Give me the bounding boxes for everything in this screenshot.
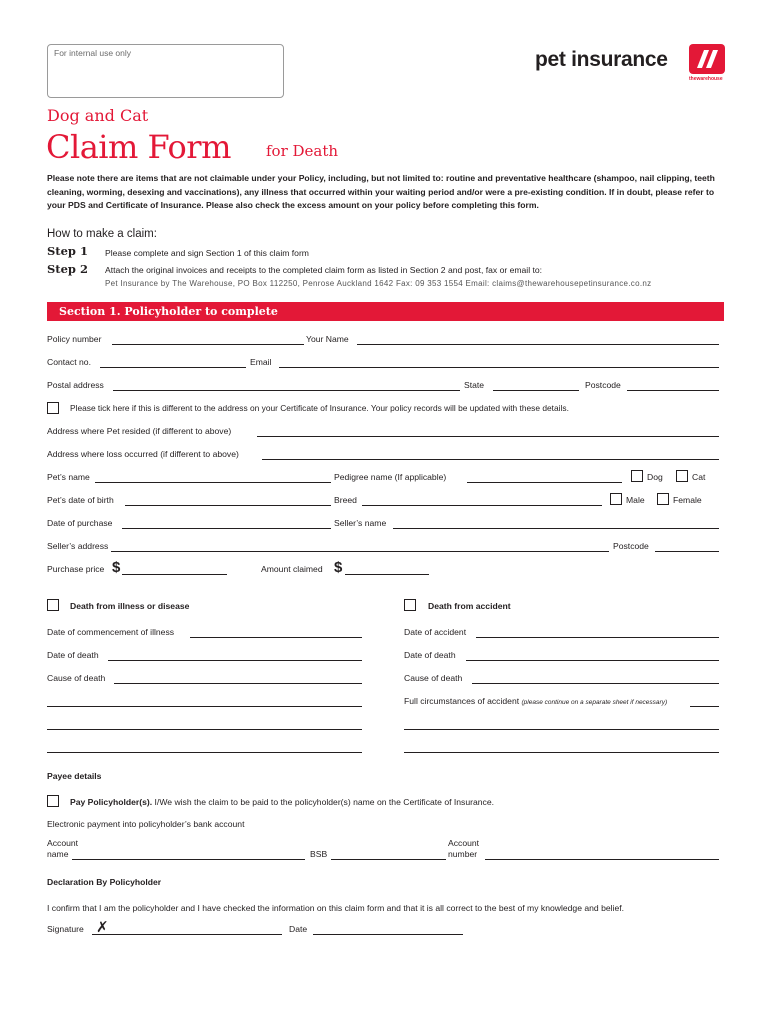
account-name-label-2: name <box>47 849 69 859</box>
pet-resided-field[interactable] <box>257 436 719 437</box>
male-label: Male <box>626 495 645 505</box>
step1-label: Step 1 <box>47 244 88 258</box>
purchase-price-field[interactable] <box>122 574 227 575</box>
step1-text: Please complete and sign Section 1 of this claim form <box>105 248 309 258</box>
pet-resided-label: Address where Pet resided (if different to above) <box>47 426 232 436</box>
pedigree-name-field[interactable] <box>467 482 622 483</box>
death-illness-checkbox[interactable] <box>47 599 59 611</box>
form-title-suffix: for Death <box>266 142 339 160</box>
seller-postcode-label: Postcode <box>613 541 649 551</box>
section1-bar <box>47 302 724 321</box>
loss-address-label: Address where loss occurred (if different to above) <box>47 449 239 459</box>
date-of-death-left-label: Date of death <box>47 650 99 660</box>
address-different-checkbox[interactable] <box>47 402 59 414</box>
amount-claimed-label: Amount claimed <box>261 564 323 574</box>
warehouse-logo-icon <box>689 44 725 74</box>
dog-checkbox[interactable] <box>631 470 643 482</box>
postal-address-field[interactable] <box>113 390 460 391</box>
cause-left-label: Cause of death <box>47 673 106 683</box>
your-name-label: Your Name <box>306 334 349 344</box>
bsb-field[interactable] <box>331 859 446 860</box>
full-circumstances-field-3[interactable] <box>404 752 719 753</box>
purchase-price-dollar: $ <box>112 559 121 576</box>
declaration-heading: Declaration By Policyholder <box>47 877 162 887</box>
postal-address-label: Postal address <box>47 380 104 390</box>
declaration-text: I confirm that I am the policyholder and I have checked the information on this claim form and that it is all correct to the best of my knowledge and belief. <box>47 903 625 913</box>
signature-field[interactable] <box>92 934 282 935</box>
date-of-purchase-label: Date of purchase <box>47 518 113 528</box>
sellers-address-label: Seller’s address <box>47 541 109 551</box>
breed-field[interactable] <box>362 505 602 506</box>
pets-dob-label: Pet’s date of birth <box>47 495 114 505</box>
account-name-label-1: Account <box>47 838 79 848</box>
brand-logo-group <box>535 44 725 84</box>
account-number-field[interactable] <box>485 859 719 860</box>
cause-left-field-4[interactable] <box>47 752 362 753</box>
step2-label: Step 2 <box>47 262 88 276</box>
seller-postcode-field[interactable] <box>655 551 719 552</box>
policy-number-label: Policy number <box>47 334 102 344</box>
payee-heading: Payee details <box>47 771 102 781</box>
cause-left-field[interactable] <box>114 683 362 684</box>
female-label: Female <box>673 495 702 505</box>
state-field[interactable] <box>493 390 579 391</box>
electronic-payment-label: Electronic payment into policyholder’s bank account <box>47 819 245 829</box>
internal-use-label: For internal use only <box>54 48 132 58</box>
death-accident-checkbox[interactable] <box>404 599 416 611</box>
policy-number-field[interactable] <box>112 344 304 345</box>
contact-no-label: Contact no. <box>47 357 91 367</box>
step2-text: Attach the original invoices and receipts to the completed claim form as listed in Section 2 and post, fax or email to: <box>105 265 543 275</box>
date-of-accident-label: Date of accident <box>404 627 467 637</box>
commencement-label: Date of commencement of illness <box>47 627 175 637</box>
brand-sub-label: thewarehouse <box>689 76 723 82</box>
cause-right-label: Cause of death <box>404 673 463 683</box>
cause-right-field[interactable] <box>472 683 719 684</box>
purchase-price-label: Purchase price <box>47 564 105 574</box>
postcode-field[interactable] <box>627 390 719 391</box>
full-circumstances-field-2[interactable] <box>404 729 719 730</box>
date-of-purchase-field[interactable] <box>122 528 331 529</box>
continue-note: (please continue on a separate sheet if necessary) <box>521 699 668 706</box>
address-different-text: Please tick here if this is different to the address on your Certificate of Insurance. Your policy records will be updated with these details. <box>70 403 569 413</box>
death-accident-heading: Death from accident <box>428 601 511 611</box>
cat-label: Cat <box>692 472 706 482</box>
loss-address-field[interactable] <box>262 459 719 460</box>
pay-policyholder-bold: Pay Policyholder(s). <box>70 797 153 807</box>
sellers-name-label: Seller’s name <box>334 518 387 528</box>
commencement-field[interactable] <box>190 637 362 638</box>
date-of-accident-field[interactable] <box>476 637 719 638</box>
section1-title: Section 1. Policyholder to complete <box>59 305 278 318</box>
contact-no-field[interactable] <box>100 367 246 368</box>
bsb-label: BSB <box>310 849 328 859</box>
claim-notice: Please note there are items that are not claimable under your Policy, including, but not limited to: routine and preventative healthcare (shampoo, nail clipping, teeth cleaning, worming, desexing and vaccinations), any illness that occurred within your waiting period and/or were a pre-existing condition. If in doubt, please refer to your PDS and Certificate of Insurance. Please also check the excess amount on your policy before completing this form. <box>47 173 715 210</box>
date-of-death-left-field[interactable] <box>108 660 362 661</box>
full-circumstances-field[interactable] <box>690 706 719 707</box>
state-label: State <box>464 380 485 390</box>
claims-address: Pet Insurance by The Warehouse, PO Box 112250, Penrose Auckland 1642 Fax: 09 353 1554 Email: claims@thewarehousepetinsurance.co.nz <box>105 279 652 288</box>
cause-left-field-2[interactable] <box>47 706 362 707</box>
form-subtitle: Dog and Cat <box>47 106 149 125</box>
account-number-label-1: Account <box>448 838 480 848</box>
pets-name-label: Pet’s name <box>47 472 90 482</box>
death-illness-heading: Death from illness or disease <box>70 601 190 611</box>
form-title: Claim Form <box>46 128 231 166</box>
account-name-field[interactable] <box>72 859 305 860</box>
pets-name-field[interactable] <box>95 482 331 483</box>
dog-label: Dog <box>647 472 663 482</box>
cause-left-field-3[interactable] <box>47 729 362 730</box>
sellers-address-field[interactable] <box>111 551 609 552</box>
amount-claimed-dollar: $ <box>334 559 343 576</box>
postcode-label: Postcode <box>585 380 621 390</box>
email-label: Email <box>250 357 272 367</box>
internal-use-box[interactable] <box>47 44 284 98</box>
signature-label: Signature <box>47 924 84 934</box>
account-number-label-2: number <box>448 849 478 859</box>
pay-policyholder-desc: I/We wish the claim to be paid to the policyholder(s) name on the Certificate of Insurance. <box>152 797 495 807</box>
pay-policyholder-text <box>70 797 494 807</box>
signature-mark-icon: ✗ <box>96 919 109 936</box>
pay-policyholder-checkbox[interactable] <box>47 795 59 807</box>
date-of-death-right-field[interactable] <box>466 660 719 661</box>
cat-checkbox[interactable] <box>676 470 688 482</box>
full-circumstances-text: Full circumstances of accident <box>404 696 520 706</box>
email-field[interactable] <box>279 367 719 368</box>
date-of-death-right-label: Date of death <box>404 650 456 660</box>
sellers-name-field[interactable] <box>393 528 719 529</box>
female-checkbox[interactable] <box>657 493 669 505</box>
pedigree-name-label: Pedigree name (If applicable) <box>334 472 447 482</box>
full-circumstances-label <box>404 696 667 706</box>
pets-dob-field[interactable] <box>125 505 331 506</box>
howto-heading: How to make a claim: <box>47 228 157 240</box>
brand-name: pet insurance <box>535 48 668 71</box>
breed-label: Breed <box>334 495 357 505</box>
date-field[interactable] <box>313 934 463 935</box>
amount-claimed-field[interactable] <box>345 574 429 575</box>
your-name-field[interactable] <box>357 344 719 345</box>
date-label: Date <box>289 924 308 934</box>
male-checkbox[interactable] <box>610 493 622 505</box>
